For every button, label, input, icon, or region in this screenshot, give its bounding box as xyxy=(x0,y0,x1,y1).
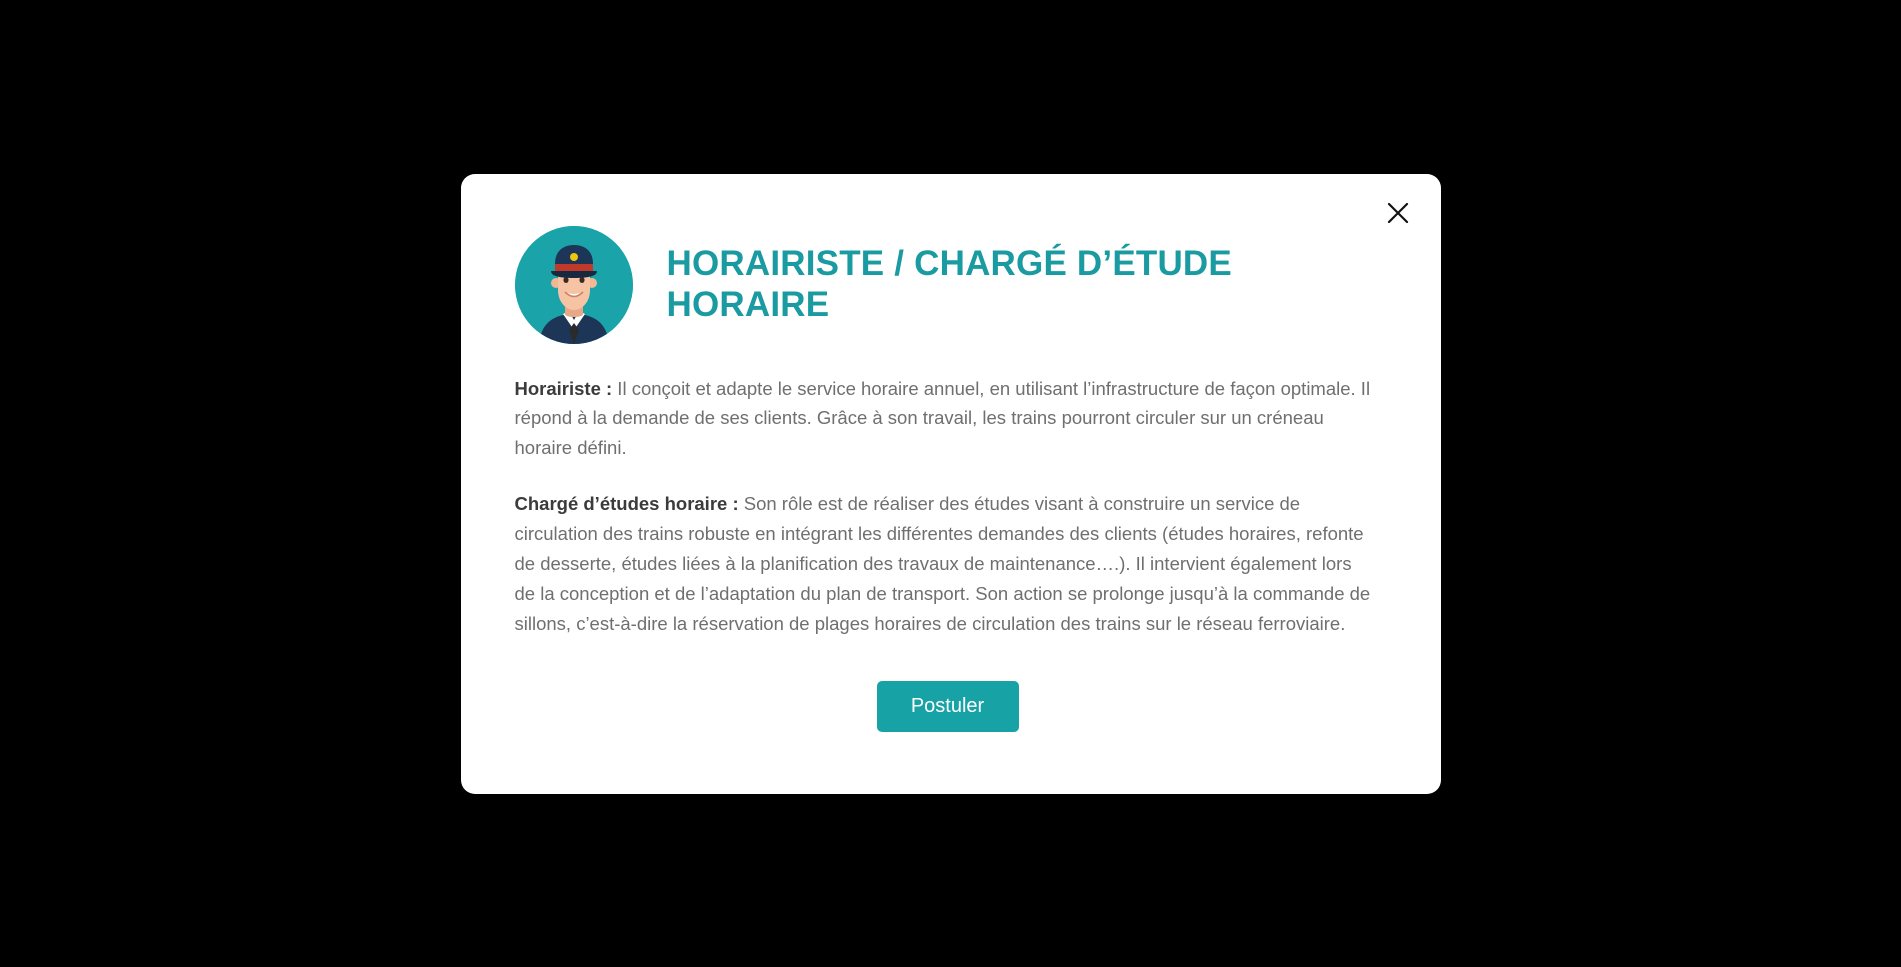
modal-footer xyxy=(511,681,1385,732)
job-detail-modal xyxy=(461,174,1441,794)
train-conductor-avatar-icon xyxy=(515,226,633,344)
paragraph-text: Son rôle est de réaliser des études visant à construire un service de circulation des trains robuste en intégrant les différentes demandes des clients (études horaires, refonte de desserte, études liées à la planification des travaux de maintenance….). Il intervient également lors de la conception et de l’adaptation du plan de transport. Son action se prolonge jusqu’à la commande de sillons, c’est-à-dire la réservation de plages horaires de circulation des trains sur le réseau ferroviaire. xyxy=(514,493,1371,635)
apply-button[interactable]: Postuler xyxy=(877,681,1019,732)
paragraph-charge-etudes xyxy=(515,489,1377,639)
close-icon[interactable] xyxy=(1381,196,1415,230)
paragraph-horairiste xyxy=(515,374,1377,464)
paragraph-lead: Chargé d’études horaire : xyxy=(514,493,739,515)
job-description xyxy=(511,374,1385,640)
paragraph-text: Il conçoit et adapte le service horaire annuel, en utilisant l’infrastructure de façon optimale. Il répond à la demande de ses clients. Grâce à son travail, les trains pourront circuler sur un créneau horaire défini. xyxy=(514,377,1371,459)
modal-header xyxy=(511,226,1385,344)
page-title: HORAIRISTE / CHARGÉ D’ÉTUDE HORAIRE xyxy=(666,243,1232,324)
paragraph-lead: Horairiste : xyxy=(514,377,613,399)
